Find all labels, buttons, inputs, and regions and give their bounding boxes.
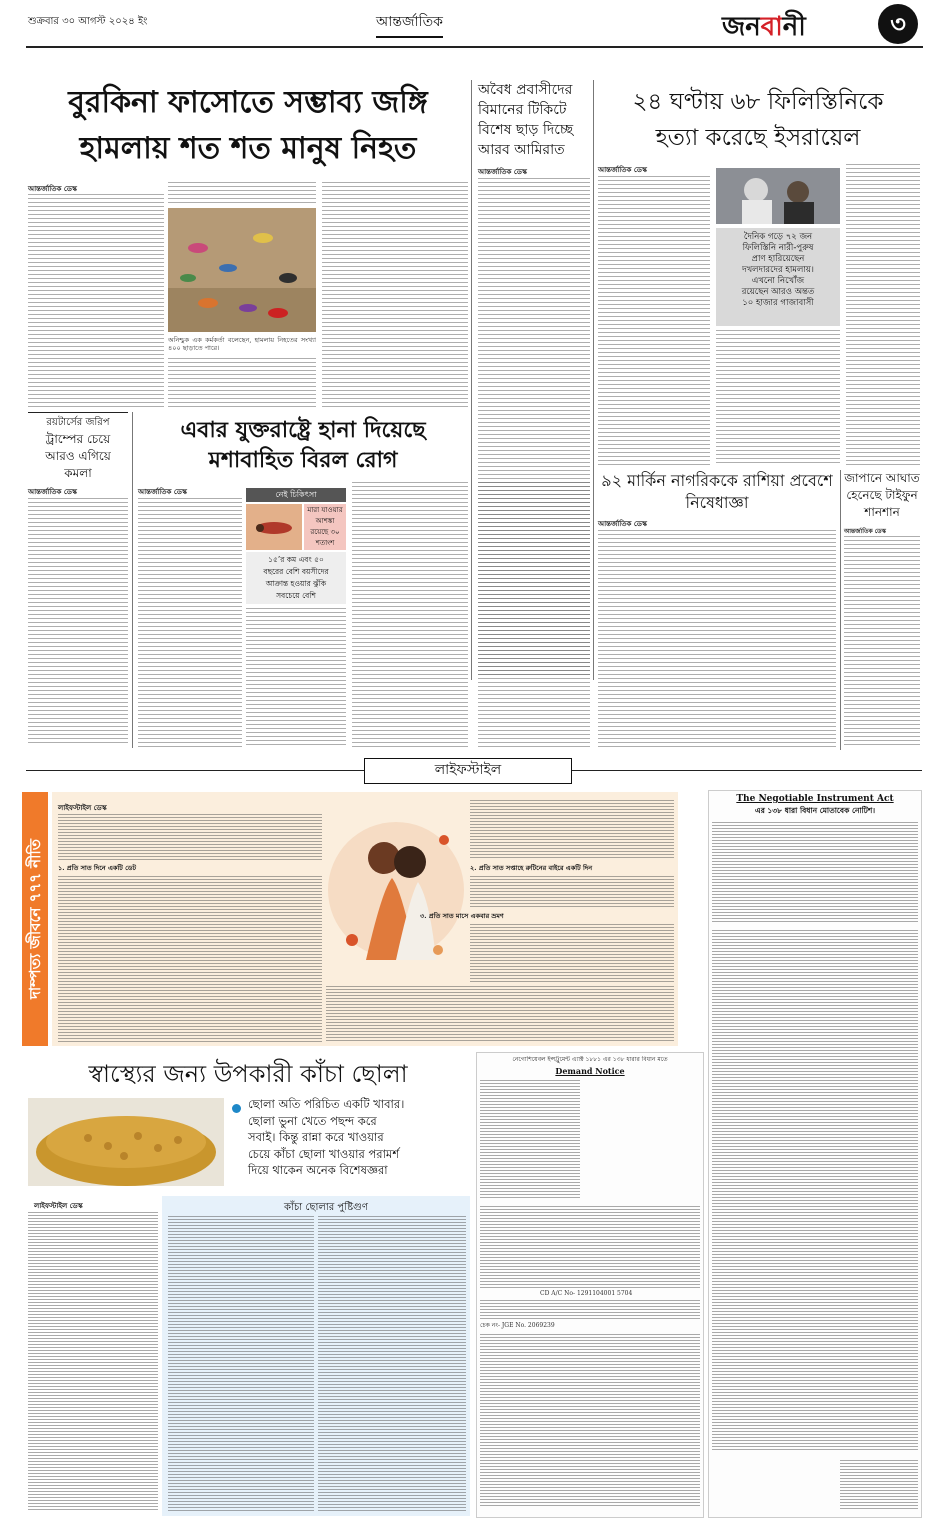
chickpea-pull-quote (248, 1096, 470, 1179)
lifestyle-body-col1 (58, 814, 322, 860)
story6-headline: ৯২ মার্কিন নাগরিককে রাশিয়া প্রবেশে নিষেধাজ্ঞা (601, 471, 833, 512)
callout-line6: রয়েছেন আরও অন্তত (741, 287, 815, 297)
story7-body (844, 536, 920, 748)
story1-headline (28, 80, 468, 172)
box-stat-line1: মারা যাওয়ার (307, 506, 343, 514)
box-risk-line3: আক্রান্ত হওয়ার ঝুঁকি (265, 579, 327, 588)
pull-line3: সবাই। কিন্তু রান্না করে খাওয়ার (248, 1130, 384, 1144)
pull-line5: দিয়ে থাকেন অনেক বিশেষজ্ঞরা (248, 1163, 388, 1177)
story5-box-stat (304, 504, 346, 550)
chickpea-bullet-icon (232, 1104, 241, 1113)
lifestyle-body-col2-mid2 (470, 924, 674, 982)
story5-box-tag: নেই চিকিৎসা (246, 488, 346, 502)
lifestyle-rule-right (572, 770, 922, 771)
nutrition-col2 (318, 1216, 466, 1512)
story3-body-col3 (846, 164, 920, 466)
section-title: আন্তর্জাতিক (376, 10, 443, 38)
story4-headline-line3: আরও এগিয়ে (45, 449, 111, 463)
nutrition-title: কাঁচা ছোলার পুষ্টিগুণ (284, 1202, 368, 1213)
story7-headline-line1: জাপানে আঘাত (844, 471, 920, 485)
chickpea-desk: লাইফস্টাইল ডেস্ক (34, 1202, 83, 1210)
lifestyle-rule-left (26, 770, 364, 771)
notice1-body-b (480, 1300, 700, 1320)
notice2-title1: The Negotiable Instrument Act (736, 794, 894, 804)
lifestyle-section-title: লাইফস্টাইল (364, 758, 572, 784)
story5-headline-line2: মশাবাহিত বিরল রোগ (208, 448, 398, 473)
notice2-body (712, 930, 918, 1450)
pull-line4: চেয়ে কাঁচা ছোলা খাওয়ার পরামর্শ (248, 1146, 400, 1161)
lifestyle-couple-illustration (326, 800, 466, 980)
lifestyle-body-col1b (58, 876, 322, 1042)
story1-body-col1 (28, 194, 164, 409)
brand-logo (722, 6, 806, 40)
page-number-value: ৩ (890, 10, 906, 38)
callout-line7: ১০ হাজার গাজাবাসী (742, 298, 814, 308)
story1-headline-line1: বুরকিনা ফাসোতে সম্ভাব্য জঙ্গি (68, 85, 428, 120)
story4-headline (28, 414, 128, 482)
lifestyle-side-title: দাম্পত্য জীবনে ৭৭৭ নীতি (26, 839, 44, 999)
story2-desk: আন্তর্জাতিক ডেস্ক (478, 168, 527, 176)
story1-body-col2 (168, 182, 316, 206)
story5-headline (138, 416, 468, 476)
chickpea-photo (28, 1098, 224, 1186)
notice1-title: নেগোশিয়েবল ইন্সট্রুমেন্ট এ্যাক্ট ১৮৮১ এর ১৩৮ ধারার বিধান মতে (512, 1056, 668, 1063)
notice1-subtitle: Demand Notice (555, 1066, 625, 1076)
story1-body-col3 (322, 182, 468, 408)
story4-body (28, 498, 128, 746)
story4-headline-line2: ট্রাম্পের চেয়ে (45, 432, 111, 446)
box-stat-line4: শতাংশ (315, 539, 335, 547)
lifestyle-item2: ২. প্রতি সাত সপ্তাহে রুটিনের বাইরে একটি দিন (470, 864, 593, 872)
box-stat-line3: রয়েছে ৩০ (310, 528, 340, 536)
notice2-title2: এর ১৩৮ ধারা বিধান মোতাবেক নোটিশ। (754, 806, 876, 815)
box-risk-line2: বছরের বেশি বয়সীদের (263, 567, 329, 576)
story5-body-col1 (138, 498, 242, 748)
chickpea-body (28, 1212, 158, 1512)
page-number (878, 4, 918, 44)
lifestyle-desk: লাইফস্টাইল ডেস্ক (58, 804, 107, 812)
lifestyle-body-col2-bottom (326, 986, 674, 1042)
story7-desk: আন্তর্জাতিক ডেস্ক (844, 528, 886, 535)
story5-body-col2 (246, 608, 346, 748)
nutrition-col1 (168, 1216, 314, 1512)
callout-line1: দৈনিক গড়ে ৭২ জন (743, 232, 813, 242)
story5-mosquito-photo (246, 504, 302, 550)
callout-line3: প্রাণ হারিয়েছেন (751, 254, 805, 264)
callout-line2: ফিলিস্তিনি নারী-পুরুষ (742, 243, 814, 253)
story6-desk: আন্তর্জাতিক ডেস্ক (598, 520, 647, 528)
notice1-body-a (480, 1206, 700, 1290)
header-rule (26, 46, 923, 48)
story2-body-cont (478, 482, 590, 748)
story5-desk: আন্তর্জাতিক ডেস্ক (138, 488, 187, 496)
story1-photo (168, 208, 316, 332)
story6-body (598, 530, 836, 748)
story3-photo (716, 168, 840, 224)
callout-line5: এখনো নিখোঁজ (751, 276, 805, 286)
divider-3 (132, 412, 133, 748)
story3-desk: আন্তর্জাতিক ডেস্ক (598, 166, 647, 174)
pull-line2: ছোলা ভুনা খেতে পছন্দ করে (248, 1113, 377, 1128)
story3-callout (716, 228, 840, 326)
header-date: শুক্রবার ৩০ আগস্ট ২০২৪ ইং (28, 16, 148, 27)
story7-headline-line2: হেনেছে টাইফুন (846, 488, 918, 502)
lifestyle-item3: ৩. প্রতি সাত মাসে একবার ভ্রমণ (420, 912, 504, 920)
lifestyle-item1: ১. প্রতি সাত দিনে একটি ডেট (58, 864, 137, 872)
notice1-address (480, 1080, 580, 1200)
chickpea-headline: স্বাস্থ্যের জন্য উপকারী কাঁচা ছোলা (88, 1060, 408, 1088)
notice1-ref2: চেক নং- JGE No. 2069239 (480, 1322, 555, 1329)
box-risk-line4: সবচেয়ে বেশি (276, 591, 316, 600)
story7-headline (844, 470, 920, 521)
story4-headline-line1: রয়টার্সের জরিপ (46, 417, 110, 428)
story5-box-risk (246, 552, 346, 604)
notice1-ref1: CD A/C No- 1291104001 5704 (540, 1290, 633, 1297)
story1-desk: আন্তর্জাতিক ডেস্ক (28, 185, 77, 193)
story5-body-col3 (352, 482, 468, 748)
story3-headline-line2: হত্যা করেছে ইসরায়েল (655, 125, 861, 151)
story7-headline-line3: শানশান (864, 505, 900, 519)
story1-headline-line2: হামলায় শত শত মানুষ নিহত (79, 131, 417, 166)
story3-headline-line1: ২৪ ঘণ্টায় ৬৮ ফিলিস্তিনিকে (632, 89, 884, 115)
story4-rule (28, 412, 128, 413)
divider-1 (471, 80, 472, 680)
notice2-signature (840, 1460, 918, 1510)
lifestyle-body-col2-top (470, 800, 674, 860)
callout-line4: দখলদারদের হামলায়। (742, 265, 814, 275)
notice1-body-c (480, 1334, 700, 1508)
box-risk-line1: ১৫’র কম এবং ৫০ (268, 555, 324, 564)
story4-headline-line4: কমলা (64, 466, 92, 480)
story5-headline-line1: এবার যুক্তরাষ্ট্রে হানা দিয়েছে (180, 418, 426, 443)
box-stat-line2: আশঙ্কা (315, 517, 335, 525)
pull-line1: ছোলা অতি পরিচিত একটি খাবার। (248, 1097, 405, 1111)
lifestyle-body-col2-mid (470, 876, 674, 908)
notice2-address (712, 822, 918, 922)
divider-2 (593, 80, 594, 680)
brand-part-2: ব (760, 12, 783, 42)
brand-part-1: জন (722, 12, 761, 42)
brand-part-3: ানী (782, 12, 806, 42)
story4-desk: আন্তর্জাতিক ডেস্ক (28, 488, 77, 496)
divider-4 (840, 470, 841, 750)
story3-body-col1 (598, 176, 710, 466)
story3-body-col2 (716, 330, 840, 466)
story1-body-col2b (168, 358, 316, 408)
story2-headline: অবৈধ প্রবাসীদের বিমানের টিকিটে বিশেষ ছাড় দিচ্ছে আরব আমিরাত (478, 82, 574, 158)
story1-photo-caption: অনিশ্চুক এক কর্মকর্তা বলেছেন, হামলায় নিহতের সংখ্যা ৪০০ ছাড়াতে পারে। (168, 336, 316, 353)
story3-headline (598, 84, 918, 156)
